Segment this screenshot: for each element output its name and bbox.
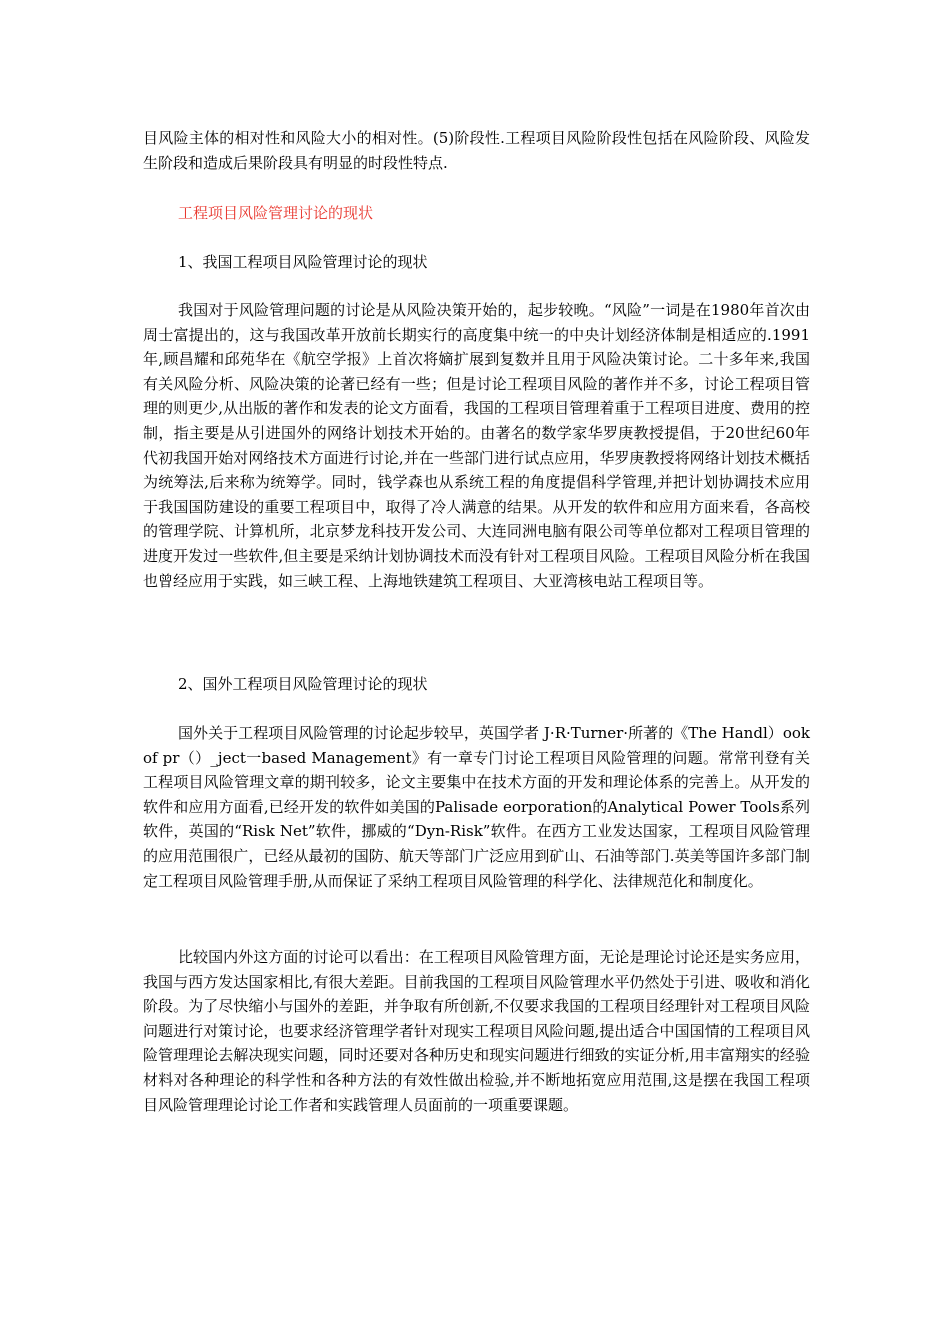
subsection-2-body: 国外关于工程项目风险管理的讨论起步较早，英国学者 J·R·Turner·所著的《The Handl）ook of pr（）_ject一based Management》有一章专门讨论工程项目风险管理的问题。常常刊登有关工程项目风险管理文章的期刊较多，论文主要集中在技术方面的开发和理论体系的完善上。从开发的软件和应用方面看,已经开发的软件如美国的Palisade eorporation的Analytical Power Tools系列软件，英国的“Risk Net”软件，挪威的“Dyn-Risk”软件。在西方工业发达国家，工程项目风险管理的应用范围很广，已经从最初的国防、航天等部门广泛应用到矿山、石油等部门.英美等国许多部门制定工程项目风险管理手册,从而保证了采纳工程项目风险管理的科学化、法律规范化和制度化。 <box>143 724 810 890</box>
intro-paragraph-fragment: 目风险主体的相对性和风险大小的相对性。(5)阶段性.工程项目风险阶段性包括在风险阶段、风险发生阶段和造成后果阶段具有明显的时段性特点. <box>143 129 810 172</box>
comparison-paragraph: 比较国内外这方面的讨论可以看出：在工程项目风险管理方面，无论是理论讨论还是实务应用，我国与西方发达国家相比,有很大差距。目前我国的工程项目风险管理水平仍然处于引进、吸收和消化阶段。为了尽快缩小与国外的差距，并争取有所创新,不仅要求我国的工程项目经理针对工程项目风险问题进行对策讨论，也要求经济管理学者针对现实工程项目风险问题,提出适合中国国情的工程项目风险管理理论去解决现实问题，同时还要对各种历史和现实问题进行细致的实证分析,用丰富翔实的经验材料对各种理论的科学性和各种方法的有效性做出检验,并不断地拓宽应用范围,这是摆在我国工程项目风险管理理论讨论工作者和实践管理人员面前的一项重要课题。 <box>143 948 810 1114</box>
subsection-1-title: 1、我国工程项目风险管理讨论的现状 <box>178 253 428 271</box>
subsection-1-body: 我国对于风险管理问题的讨论是从风险决策开始的，起步较晚。“风险”一词是在1980年首次由周士富提出的，这与我国改革开放前长期实行的高度集中统一的中央计划经济体制是相适应的.1991年,顾昌耀和邱苑华在《航空学报》上首次将嫡扩展到复数并且用于风险决策讨论。二十多年来,我国有关风险分析、风险决策的论著已经有一些；但是讨论工程项目风险的著作并不多，讨论工程项目管理的则更少,从出版的著作和发表的论文方面看，我国的工程项目管理着重于工程项目进度、费用的控制，指主要是从引进国外的网络计划技术开始的。由著名的数学家华罗庚教授提倡，于20世纪60年代初我国开始对网络技术方面进行讨论,并在一些部门进行试点应用，华罗庚教授将网络计划技术概括为统筹法,后来称为统筹学。同时，钱学森也从系统工程的角度提倡科学管理,并把计划协调技术应用于我国国防建设的重要工程项目中，取得了冷人满意的结果。从开发的软件和应用方面来看，各高校的管理学院、计算机所，北京梦龙科技开发公司、大连同洲电脑有限公司等单位都对工程项目管理的进度开发过一些软件,但主要是采纳计划协调技术而没有针对工程项目风险。工程项目风险分析在我国也曾经应用于实践，如三峡工程、上海地铁建筑工程项目、大亚湾核电站工程项目等。 <box>143 301 810 590</box>
subsection-2-title: 2、国外工程项目风险管理讨论的现状 <box>178 675 428 693</box>
section-title: 工程项目风险管理讨论的现状 <box>178 204 374 222</box>
